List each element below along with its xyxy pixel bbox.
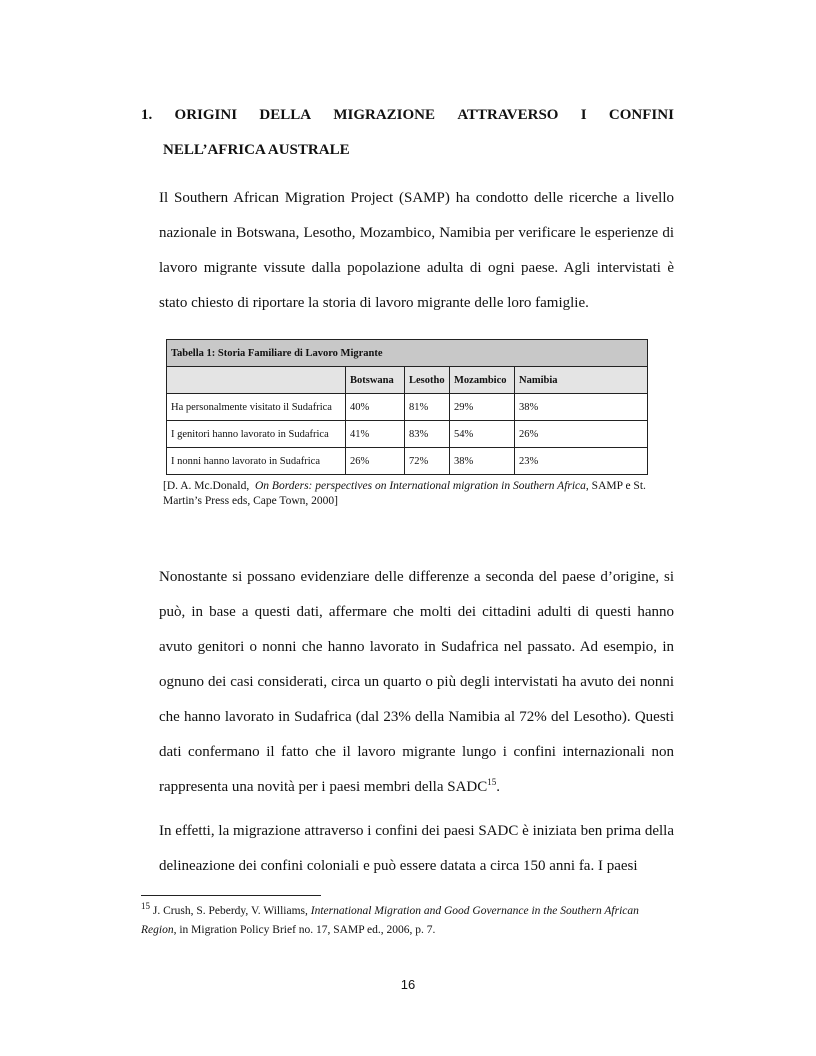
table-cell: 81% [405, 394, 450, 421]
footnote-number: 15 [141, 901, 150, 912]
heading-word: I [580, 107, 587, 123]
table-cell: 23% [515, 448, 648, 475]
citation-title: On Borders: perspectives on International migration in Southern Africa [255, 480, 586, 492]
heading-word: ORIGINI [174, 107, 238, 123]
migration-history-table [166, 339, 648, 475]
table-title: Tabella 1: Storia Familiare di Lavoro Migrante [167, 340, 648, 367]
paragraph-text: Nonostante si possano evidenziare delle differenze a seconda del paese d’origine, si può, in base a questi dati, affermare che molti dei cittadini adulti di questi hanno avuto genitori o nonni che hanno lavorato in Sudafrica nel passato. Ad esempio, in ognuno dei casi considerati, circa un quarto o più degli intervistati ha avuto dei nonni che hanno lavorato in Sudafrica (dal 23% della Namibia al 72% del Lesotho). Questi dati confermano il fatto che il lavoro migrante lungo i confini internazionali non rappresenta una novità per i paesi membri della SADC [159, 569, 674, 795]
column-header: Mozambico [450, 367, 515, 394]
column-header: Botswana [346, 367, 405, 394]
heading-number: 1. [141, 107, 153, 123]
row-label: Ha personalmente visitato il Sudafrica [167, 394, 346, 421]
citation-prefix: [D. A. Mc.Donald, [163, 480, 250, 492]
footnote [141, 902, 671, 940]
footnote-authors: J. Crush, S. Peberdy, V. Williams, [150, 905, 311, 917]
table-row [167, 448, 648, 475]
section-heading-line2: NELL’AFRICA AUSTRALE [163, 142, 350, 158]
paragraph-end: . [496, 779, 500, 795]
citation-suffix: , SAMP e St. Martin’s Press eds, Cape Town, 2000] [163, 480, 646, 507]
column-header: Lesotho [405, 367, 450, 394]
table-cell: 38% [450, 448, 515, 475]
table-cell: 83% [405, 421, 450, 448]
body-paragraph [159, 560, 674, 805]
heading-word: ATTRAVERSO [457, 107, 559, 123]
table-cell: 41% [346, 421, 405, 448]
heading-word: MIGRAZIONE [333, 107, 436, 123]
table-cell: 72% [405, 448, 450, 475]
footnote-rest: , in Migration Policy Brief no. 17, SAMP ed., 2006, p. 7. [173, 924, 436, 936]
footnote-title: International Migration and Good Governance in the Southern African Region [141, 905, 639, 936]
heading-word: CONFINI [608, 107, 674, 123]
footnote-ref[interactable]: 15 [487, 777, 497, 787]
table-row [167, 394, 648, 421]
table-cell: 54% [450, 421, 515, 448]
table-header-row [167, 367, 648, 394]
table-cell: 29% [450, 394, 515, 421]
body-paragraph: In effetti, la migrazione attraverso i confini dei paesi SADC è iniziata ben prima della delineazione dei confini coloniali e può essere datata a circa 150 anni fa. I paesi [159, 823, 674, 874]
page-number: 16 [400, 977, 416, 992]
table-title-row [167, 340, 648, 367]
column-header: Namibia [515, 367, 648, 394]
table-row [167, 421, 648, 448]
table-cell: 26% [346, 448, 405, 475]
row-label: I nonni hanno lavorato in Sudafrica [167, 448, 346, 475]
table-cell: 38% [515, 394, 648, 421]
footnote-divider [141, 895, 321, 896]
intro-paragraph: Il Southern African Migration Project (SAMP) ha condotto delle ricerche a livello nazionale in Botswana, Lesotho, Mozambico, Namibia per verificare le esperienze di lavoro migrante vissute dalla popolazione adulta di ogni paese. Agli intervistati è stato chiesto di riportare la storia di lavoro migrante delle loro famiglie. [159, 190, 674, 311]
section-heading [141, 107, 674, 124]
table-cell: 26% [515, 421, 648, 448]
row-label: I genitori hanno lavorato in Sudafrica [167, 421, 346, 448]
table-source-citation [163, 479, 678, 509]
heading-word: DELLA [259, 107, 312, 123]
table-header-empty [167, 367, 346, 394]
table-cell: 40% [346, 394, 405, 421]
